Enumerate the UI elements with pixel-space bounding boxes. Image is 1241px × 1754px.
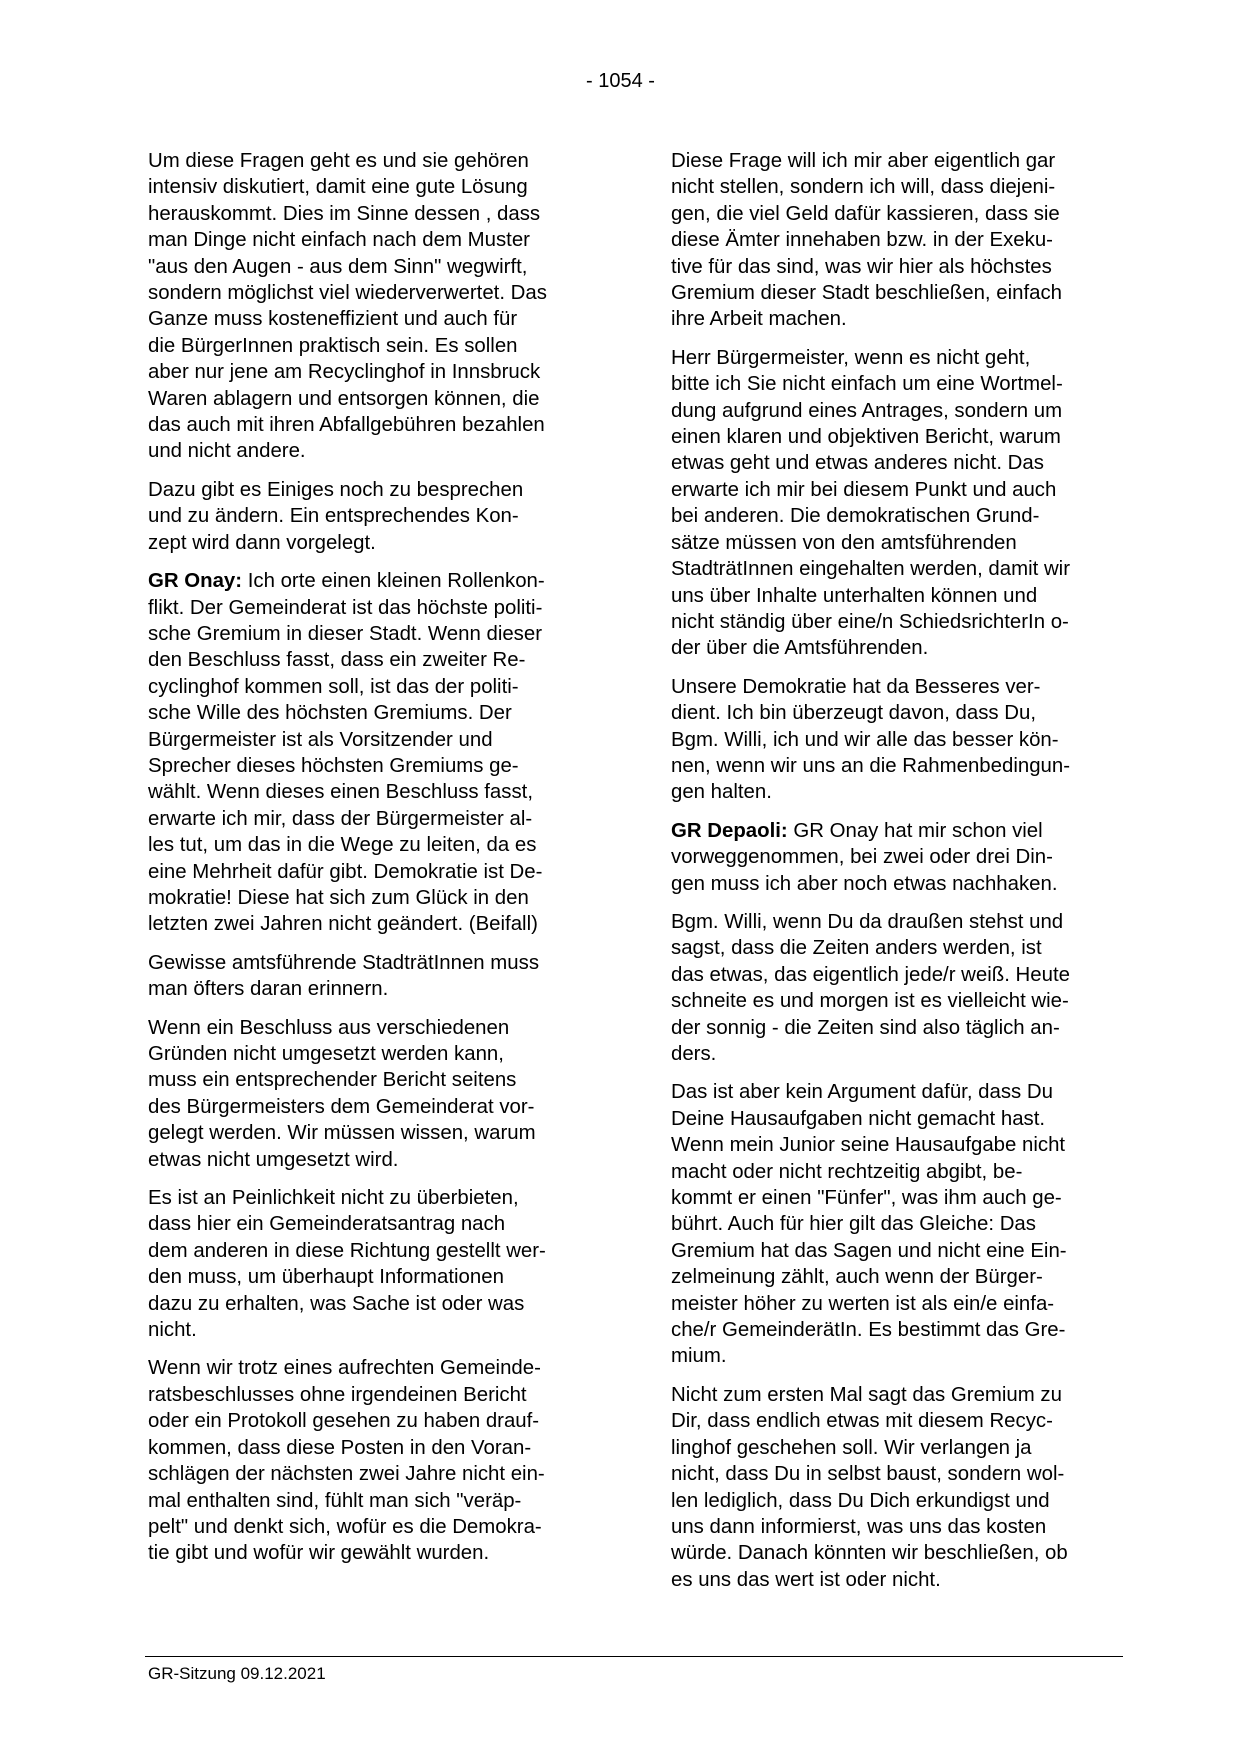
- paragraph: Wenn wir trotz eines aufrechten Gemeinde- ratsbeschlusses ohne irgendeinen Bericht oder ein Protokoll gesehen zu haben drauf- kommen, dass diese Posten in den Voran- schlägen der nächsten zwei Jahre nicht ein- mal enthalten sind, fühlt man sich "veräp- pelt" und denkt sich, wofür es die Demokra- tie gibt und wofür wir gewählt wurden.: [148, 1357, 545, 1565]
- speaker-name: GR Onay:: [148, 570, 243, 593]
- paragraph: Herr Bürgermeister, wenn es nicht geht, bitte ich Sie nicht einfach um eine Wortmel- dung aufgrund eines Antrages, sondern um einen klaren und objektiven Bericht, warum etwas geht und etwas anderes nicht. Das erwarte ich mir bei diesem Punkt und auch bei anderen. Die demokratischen Grund- sätze müssen von den amtsführenden StadträtInnen eingehalten werden, damit wir uns über Inhalte unterhalten können und nicht ständig über eine/n SchiedsrichterIn o- der über die Amtsführenden.: [671, 346, 1070, 660]
- page-number: - 1054 -: [586, 70, 655, 92]
- left-column: [148, 148, 598, 1579]
- speaker-name: GR Depaoli:: [671, 819, 788, 842]
- paragraph: Bgm. Willi, wenn Du da draußen stehst und sagst, dass die Zeiten anders werden, ist das etwas, das eigentlich jede/r weiß. Heute schneite es und morgen ist es vielleicht wie- der sonnig - die Zeiten sind also täglich an- ders.: [671, 910, 1070, 1065]
- paragraph: Unsere Demokratie hat da Besseres ver- dient. Ich bin überzeugt davon, dass Du, Bgm. Willi, ich und wir alle das besser kön- nen, wenn wir uns an die Rahmenbedingun- gen halten.: [671, 675, 1071, 804]
- paragraph: Es ist an Peinlichkeit nicht zu überbieten, dass hier ein Gemeinderatsantrag nach dem anderen in diese Richtung gestellt wer- den muss, um überhaupt Informationen dazu zu erhalten, was Sache ist oder was nicht.: [148, 1187, 546, 1342]
- paragraph: Dazu gibt es Einiges noch zu besprechen und zu ändern. Ein entsprechendes Kon- zept wird dann vorgelegt.: [148, 478, 524, 554]
- paragraph: Wenn ein Beschluss aus verschiedenen Gründen nicht umgesetzt werden kann, muss ein entsprechender Bericht seitens des Bürgermeisters dem Gemeinderat vor- gelegt werden. Wir müssen wissen, warum etwas nicht umgesetzt wird.: [148, 1016, 536, 1171]
- paragraph: Das ist aber kein Argument dafür, dass Du Deine Hausaufgaben nicht gemacht hast. Wenn mein Junior seine Hausaufgabe nicht macht oder nicht rechtzeitig abgibt, be- kommt er einen "Fünfer", was ihm auch ge- bührt. Auch für hier gilt das Gleiche: Das Gremium hat das Sagen und nicht eine Ein- zelmeinung zählt, auch wenn der Bürger- meister höher zu werten ist als ein/e einfa- che/r GemeinderätIn. Es bestimmt das Gre- mium.: [671, 1081, 1067, 1368]
- right-column: [671, 148, 1121, 1605]
- paragraph: GR Depaoli: GR Onay hat mir schon viel vorweggenommen, bei zwei oder drei Din- gen muss ich aber noch etwas nachhaken.: [671, 819, 1058, 895]
- footer-divider: [145, 1656, 1123, 1657]
- footer-session-date: GR-Sitzung 09.12.2021: [148, 1664, 326, 1683]
- paragraph: Gewisse amtsführende StadträtInnen muss man öfters daran erinnern.: [148, 951, 540, 1001]
- paragraph: Diese Frage will ich mir aber eigentlich gar nicht stellen, sondern ich will, dass diejeni- gen, die viel Geld dafür kassieren, dass sie diese Ämter innehaben bzw. in der Exeku- tive für das sind, was wir hier als höchstes Gremium dieser Stadt beschließen, einfach ihre Arbeit machen.: [671, 150, 1063, 331]
- paragraph: Nicht zum ersten Mal sagt das Gremium zu Dir, dass endlich etwas mit diesem Recyc- linghof geschehen soll. Wir verlangen ja nicht, dass Du in selbst baust, sondern wol- len lediglich, dass Du Dich erkundigst und uns dann informierst, was uns das kosten würde. Danach könnten wir beschließen, ob es uns das wert ist oder nicht.: [671, 1383, 1068, 1591]
- paragraph: Um diese Fragen geht es und sie gehören intensiv diskutiert, damit eine gute Lösung herauskommt. Dies im Sinne dessen , dass man Dinge nicht einfach nach dem Muster "aus den Augen - aus dem Sinn" wegwirft, sondern möglichst viel wiederverwertet. Das Ganze muss kosteneffizient und auch für die BürgerInnen praktisch sein. Es sollen aber nur jene am Recyclinghof in Innsbruck Waren ablagern und entsorgen können, die das auch mit ihren Abfallgebühren bezahlen und nicht andere.: [148, 150, 547, 463]
- paragraph: GR Onay: Ich orte einen kleinen Rollenkon- flikt. Der Gemeinderat ist das höchste politi- sche Gremium in dieser Stadt. Wenn dieser den Beschluss fasst, dass ein zweiter Re- cyclinghof kommen soll, ist das der politi- sche Wille des höchsten Gremiums. Der Bürgermeister ist als Vorsitzender und Sprecher dieses höchsten Gremiums ge- wählt. Wenn dieses einen Beschluss fasst, erwarte ich mir, dass der Bürgermeister al- les tut, um das in die Wege zu leiten, da es eine Mehrheit dafür gibt. Demokratie ist De- mokratie! Diese hat sich zum Glück in den letzten zwei Jahren nicht geändert. (Beifall): [148, 570, 545, 936]
